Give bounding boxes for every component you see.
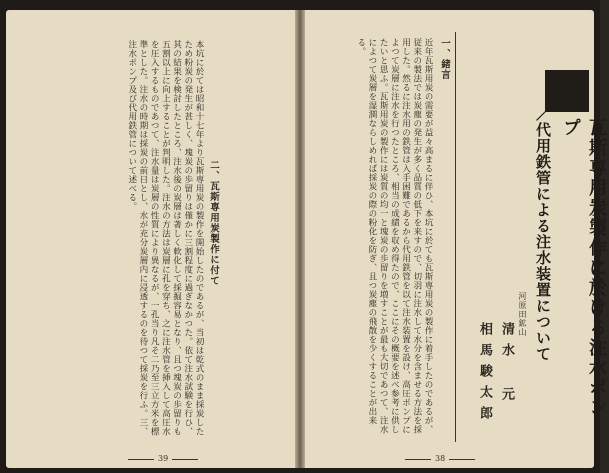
left-page [6, 10, 295, 468]
author-name-2: 相馬駿太郎 [477, 322, 492, 427]
author-affiliation: 河原田鉱山 [518, 292, 527, 337]
right-page [305, 10, 607, 468]
left-page-body-text-continued [222, 40, 288, 436]
right-page-number: 38 [401, 454, 479, 463]
left-page-number: 39 [124, 454, 202, 463]
right-section-heading: 一、緒言 [439, 38, 450, 80]
right-page-body-text: 近年瓦斯用炭の需要が益々高まるに伴ひ、本坑に於ても瓦斯専用炭の製作に着手したのであるが、従来の製法では炭塵の発生が多く品質の低下を来すので、切羽に注水して水分を含ませる方法を採用した。然るに注水用の鉄管は入手困難であるから代用鉄管を以て注水装置を設け、高圧ポンプによつて炭層に注水を行つたところ、相当の成績を収め得たので、ここにその概要を述べ参考に供したいと思ふ。瓦斯用炭の製作には炭質の均一と塊炭の歩留りを増すことが最も大切であつて、注水によつて炭層を湿潤ならしめれば採炭の際の粉化を防ぎ、且つ炭塵の飛散を少くすることが出来る。 [355, 38, 433, 434]
book-gutter [295, 10, 305, 468]
article-subtitle: ／代用鉄管による注水装置について [534, 106, 552, 362]
title-divider [455, 32, 456, 442]
article-title: 瓦斯専用炭製作に於ける注水ポンプ [560, 118, 607, 418]
author-name-1: 清水 元 [499, 322, 514, 408]
left-section-heading: 二、瓦斯専用炭製作に付て [208, 160, 219, 286]
left-page-body-text: 本坑に於ては昭和十七年より瓦斯専用炭の製作を開始したのであるが、当初は乾式のまま採炭したため粉炭の発生が甚しく、塊炭の歩留りは僅かに三割程度に過ぎなかつた。依て注水試験を行ひ、其の結果を検討したところ、注水後の炭層は著しく軟化して採掘容易となり、且つ塊炭の歩留りも五割以上に向上することが判明した。注水の方法は炭層に孔を穿ち、之に注水管を挿入して高圧水を圧入するものであつて、注水量は炭層の性質により異なるが、一孔当り凡そ二乃至三立方米を標準とした。注水の時期は採炭の前日とし、水が充分炭層内に浸透するのを待つて採炭を行ふ。三、注水ポンプ及び代用鉄管について述べる。 [126, 40, 204, 436]
